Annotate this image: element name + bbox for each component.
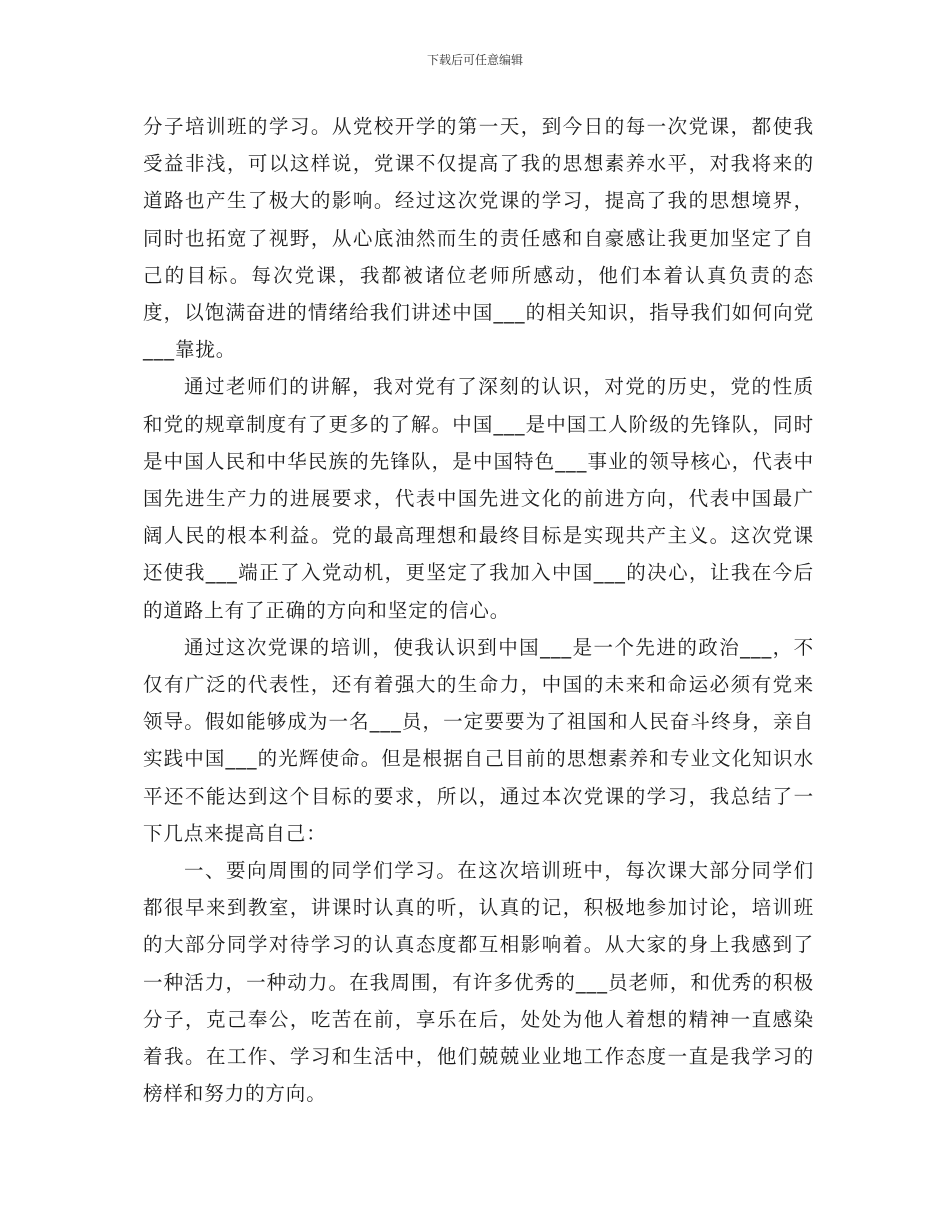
document-body bbox=[143, 108, 814, 1112]
paragraph-party-understanding: 通过老师们的讲解，我对党有了深刻的认识，对党的历史，党的性质和党的规章制度有了更多的了解。中国___是中国工人阶级的先锋队，同时是中国人民和中华民族的先锋队，是中国特色___事业的领导核心，代表中国先进生产力的进展要求，代表中国先进文化的前进方向，代表中国最广阔人民的根本利益。党的最高理想和最终目标是实现共产主义。这次党课还使我___端正了入党动机，更坚定了我加入中国___的决心，让我在今后的道路上有了正确的方向和坚定的信心。 bbox=[143, 375, 814, 622]
paragraph-point-one: 一、要向周围的同学们学习。在这次培训班中，每次课大部分同学们都很早来到教室，讲课时认真的听，认真的记，积极地参加讨论，培训班的大部分同学对待学习的认真态度都互相影响着。从大家的身上我感到了一种活力，一种动力。在我周围，有许多优秀的___员老师，和优秀的积极分子，克己奉公，吃苦在前，享乐在后，处处为他人着想的精神一直感染着我。在工作、学习和生活中，他们兢兢业业地工作态度一直是我学习的榜样和努力的方向。 bbox=[143, 859, 814, 1106]
paragraph-continuation: 分子培训班的学习。从党校开学的第一天，到今日的每一次党课，都使我受益非浅，可以这样说，党课不仅提高了我的思想素养水平，对我将来的道路也产生了极大的影响。经过这次党课的学习，提高了我的思想境界，同时也拓宽了视野，从心底油然而生的责任感和自豪感让我更加坚定了自己的目标。每次党课，我都被诸位老师所感动，他们本着认真负责的态度，以饱满奋进的情绪给我们讲述中国___的相关知识，指导我们如何向党___靠拢。 bbox=[143, 115, 814, 362]
paragraph-training-realization: 通过这次党课的培训，使我认识到中国___是一个先进的政治___，不仅有广泛的代表性，还有着强大的生命力，中国的未来和命运必须有党来领导。假如能够成为一名___员，一定要要为了祖国和人民奋斗终身，亲自实践中国___的光辉使命。但是根据自己目前的思想素养和专业文化知识水平还不能达到这个目标的要求，所以，通过本次党课的学习，我总结了一下几点来提高自己： bbox=[143, 635, 814, 845]
page-header-note: 下载后可任意编辑 bbox=[426, 53, 523, 67]
